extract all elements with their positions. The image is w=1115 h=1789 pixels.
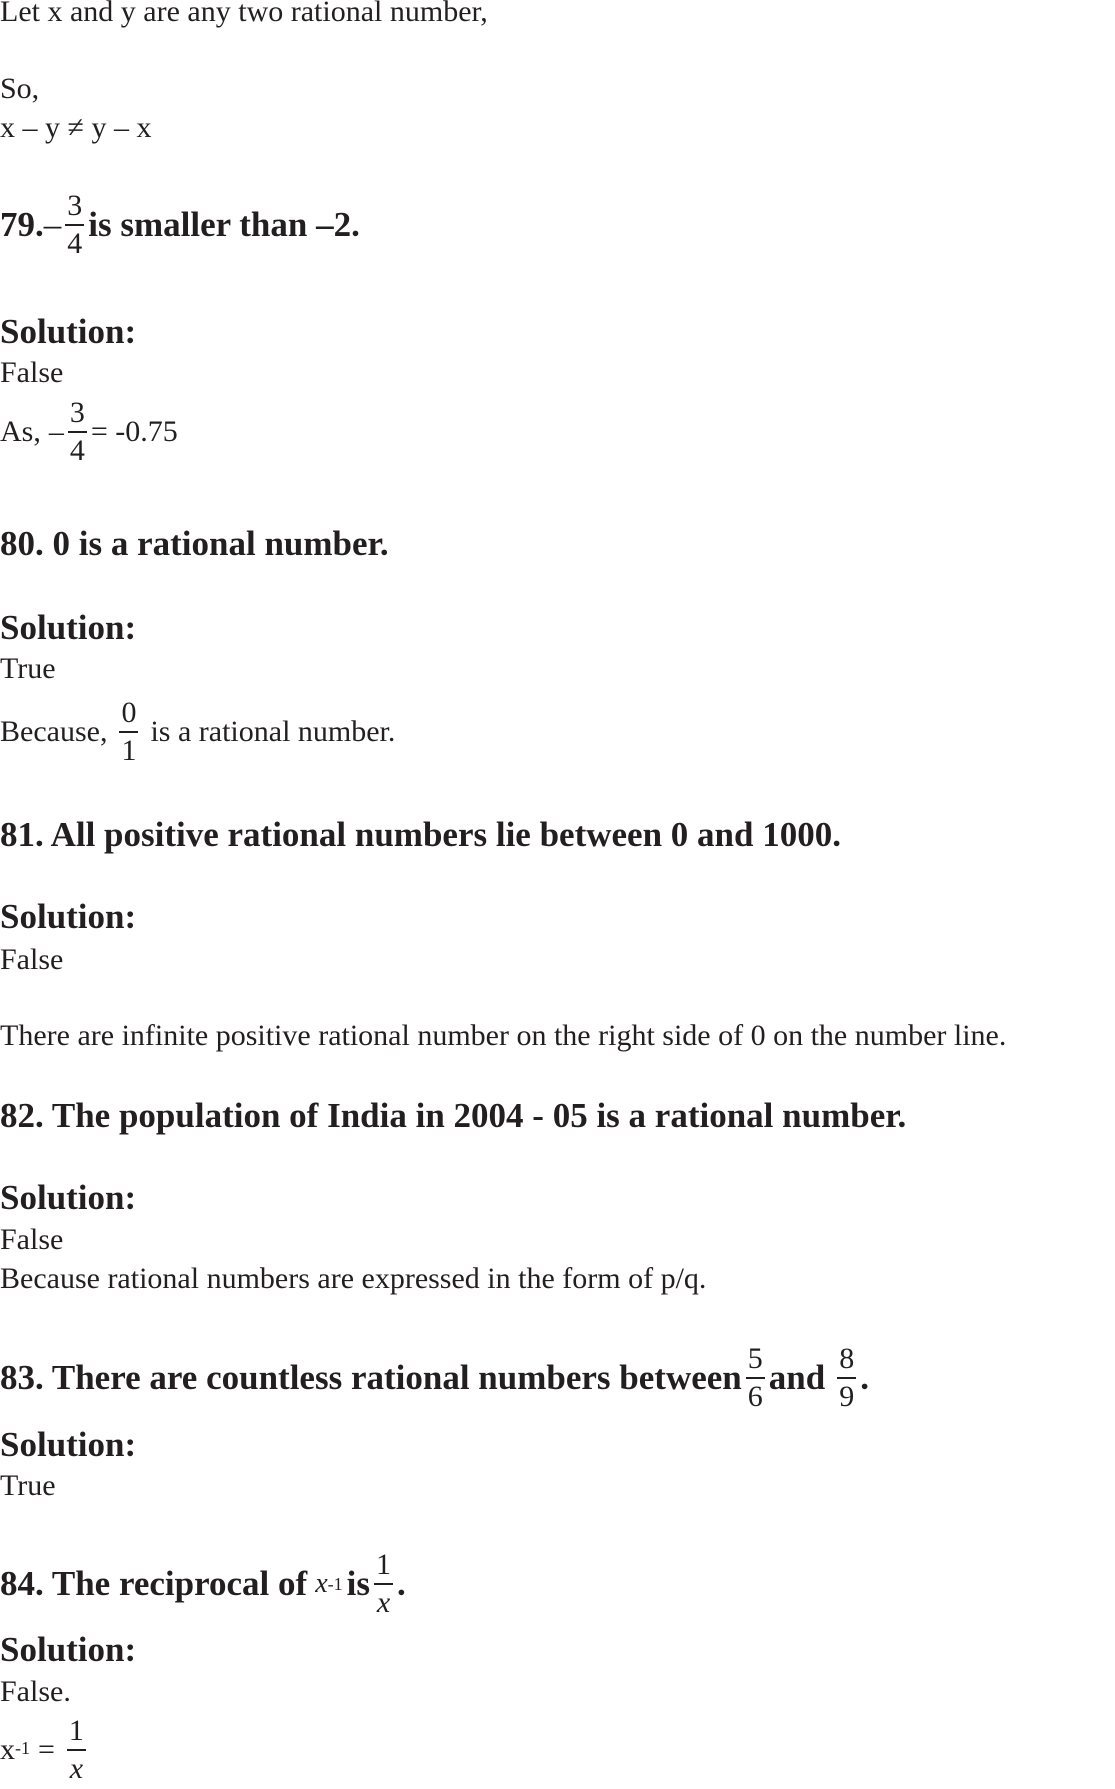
solution-label: Solution:	[0, 1425, 137, 1464]
variable: x	[0, 1733, 15, 1766]
numerator: 8	[839, 1342, 855, 1375]
explanation: There are infinite positive rational number on the right side of 0 on the number line.	[0, 1019, 1007, 1052]
is-word: is	[346, 1564, 370, 1603]
variable: x	[315, 1568, 328, 1599]
fraction	[746, 1344, 765, 1412]
question-82-title: 82. The population of India in 2004 - 05 is a rational number.	[0, 1096, 907, 1135]
question-text: 84. The reciprocal of	[0, 1564, 308, 1603]
denominator: 1	[121, 734, 137, 767]
explanation	[0, 1716, 90, 1784]
denominator: x	[69, 1752, 84, 1785]
denominator: x	[376, 1586, 391, 1619]
numerator: 1	[68, 1714, 84, 1747]
fraction	[837, 1344, 856, 1412]
question-80-title: 80. 0 is a rational number.	[0, 524, 389, 563]
numerator: 0	[121, 696, 137, 729]
equals-sign: =	[38, 1733, 55, 1766]
question-number: 79.	[0, 205, 44, 244]
solution-label: Solution:	[0, 897, 137, 936]
answer: False	[0, 356, 64, 389]
denominator: 4	[67, 227, 83, 260]
intro-line-1: Let x and y are any two rational number,	[0, 0, 488, 28]
explanation-prefix: As,	[0, 415, 41, 448]
question-text: 83. There are countless rational numbers between	[0, 1358, 742, 1397]
fraction	[67, 1716, 86, 1784]
period: .	[860, 1358, 869, 1397]
numerator: 3	[69, 396, 85, 429]
minus-sign: –	[43, 205, 62, 244]
question-83-title	[0, 1344, 869, 1412]
answer: False	[0, 943, 64, 976]
explanation-prefix: Because,	[0, 715, 108, 748]
denominator: 4	[69, 434, 85, 467]
denominator: 6	[747, 1380, 763, 1413]
period: .	[397, 1564, 406, 1603]
minus-sign: –	[48, 415, 64, 448]
question-79-title	[0, 191, 360, 259]
explanation-suffix: = -0.75	[90, 415, 178, 448]
solution-label: Solution:	[0, 608, 137, 647]
intro-equation: x – y ≠ y – x	[0, 111, 152, 144]
and-word: and	[768, 1358, 826, 1397]
answer: False	[0, 1223, 64, 1256]
explanation-suffix: is a rational number.	[150, 715, 396, 748]
fraction	[374, 1550, 393, 1618]
fraction	[68, 398, 87, 466]
solution-label: Solution:	[0, 312, 137, 351]
intro-line-2: So,	[0, 72, 40, 105]
numerator: 1	[376, 1548, 391, 1581]
explanation	[0, 398, 178, 466]
question-81-title: 81. All positive rational numbers lie between 0 and 1000.	[0, 815, 841, 854]
answer: False.	[0, 1675, 71, 1708]
solution-label: Solution:	[0, 1178, 137, 1217]
answer: True	[0, 1469, 56, 1502]
fraction	[65, 191, 84, 259]
numerator: 3	[67, 189, 83, 222]
question-text: is smaller than –2.	[88, 205, 360, 244]
numerator: 5	[747, 1342, 763, 1375]
exponent: -1	[327, 1573, 343, 1594]
fraction	[119, 698, 138, 766]
exponent: -1	[15, 1738, 30, 1758]
solution-label: Solution:	[0, 1630, 137, 1669]
explanation	[0, 698, 395, 766]
explanation: Because rational numbers are expressed in the form of p/q.	[0, 1262, 707, 1295]
denominator: 9	[839, 1380, 855, 1413]
answer: True	[0, 652, 56, 685]
question-84-title	[0, 1550, 406, 1618]
